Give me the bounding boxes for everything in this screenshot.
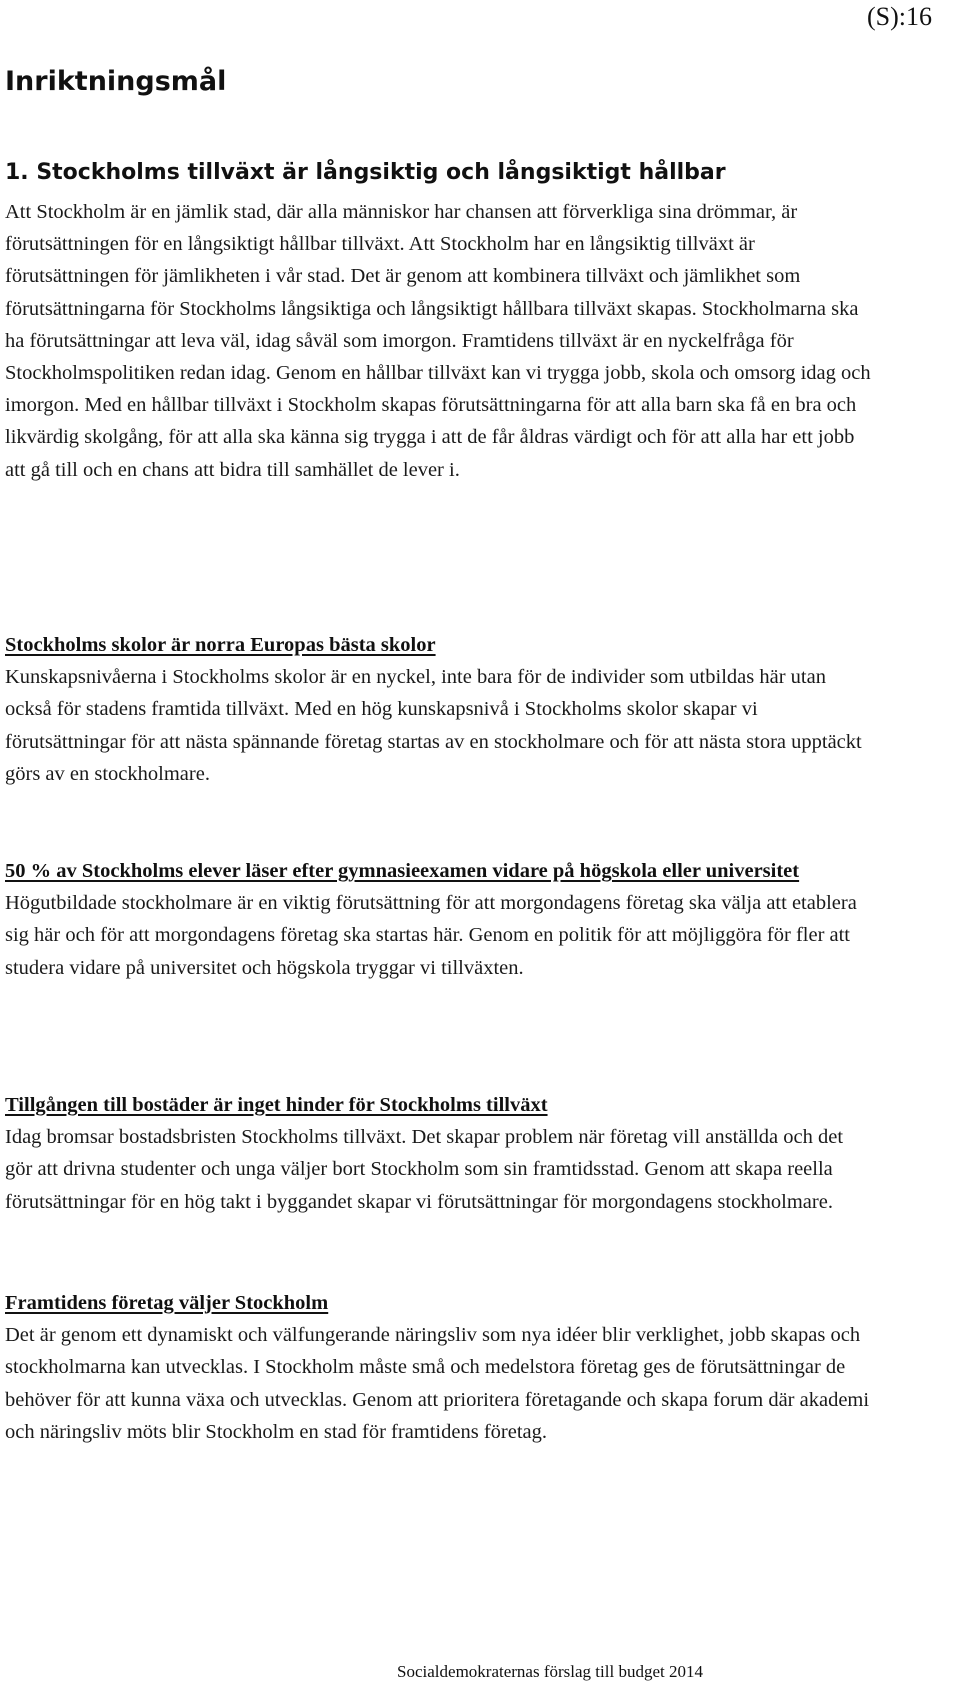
subsection-heading: Tillgången till bostäder är inget hinder för Stockholms tillväxt	[5, 1094, 548, 1116]
subsection-body: Det är genom ett dynamiskt och välfungerande näringsliv som nya idéer blir verklighet, jobb skapas och stockholmarna kan utvecklas. I Stockholm måste små och medelstora företag ges de förutsättningar de behöver för att kunna växa och utvecklas. Genom att prioritera företagande och skapa forum där akademi och näringsliv möts blir Stockholm en stad för framtidens företag.	[5, 1324, 870, 1443]
main-title: Inriktningsmål	[5, 66, 227, 97]
subsection-companies	[5, 1287, 873, 1448]
subsection-heading: 50 % av Stockholms elever läser efter gymnasieexamen vidare på högskola eller universitet	[5, 860, 800, 882]
subsection-body: Kunskapsnivåerna i Stockholms skolor är en nyckel, inte bara för de individer som utbildas här utan också för stadens framtida tillväxt. Med en hög kunskapsnivå i Stockholms skolor skapar vi förutsättningar för att nästa spännande företag startas av en stockholmare och för att nästa stora upptäckt görs av en stockholmare.	[5, 666, 862, 785]
intro-section	[5, 196, 873, 486]
subsection-heading: Stockholms skolor är norra Europas bästa skolor	[5, 634, 436, 656]
subsection-higher-education	[5, 855, 873, 984]
subsection-schools	[5, 629, 873, 790]
subsection-body: Idag bromsar bostadsbristen Stockholms tillväxt. Det skapar problem när företag vill anställda och det gör att drivna studenter och unga väljer bort Stockholm som sin framtidsstad. Genom att skapa reella förutsättningar för en hög takt i byggandet skapar vi förutsättningar för morgondagens stockholmare.	[5, 1126, 844, 1213]
page-footer: Socialdemokraternas förslag till budget 2014	[397, 1662, 703, 1681]
subsection-housing	[5, 1089, 873, 1218]
subsection-heading: Framtidens företag väljer Stockholm	[5, 1292, 329, 1314]
section-title: 1. Stockholms tillväxt är långsiktig och långsiktigt hållbar	[5, 160, 726, 185]
page-number: (S):16	[867, 2, 932, 31]
intro-paragraph: Att Stockholm är en jämlik stad, där alla människor har chansen att förverkliga sina drömmar, är förutsättningen för en långsiktigt hållbar tillväxt. Att Stockholm har en långsiktig tillväxt är förutsättningen för jämlikheten i vår stad. Det är genom att kombinera tillväxt och jämlikhet som förutsättningarna för Stockholms långsiktiga och långsiktigt hållbara tillväxt skapas. Stockholmarna ska ha förutsättningar att leva väl, idag såväl som imorgon. Framtidens tillväxt är en nyckelfråga för Stockholmspolitiken redan idag. Genom en hållbar tillväxt kan vi trygga jobb, skola och omsorg idag och imorgon. Med en hållbar tillväxt i Stockholm skapas förutsättningarna för att alla barn ska få en bra och likvärdig skolgång, för att alla ska känna sig trygga i att de får åldras värdigt och för att alla har ett jobb att gå till och en chans att bidra till samhället de lever i.	[5, 201, 871, 481]
subsection-body: Högutbildade stockholmare är en viktig förutsättning för att morgondagens företag ska välja att etablera sig här och för att morgondagens företag ska startas här. Genom en politik för att möjliggöra för fler att studera vidare på universitet och högskola tryggar vi tillväxten.	[5, 892, 857, 979]
